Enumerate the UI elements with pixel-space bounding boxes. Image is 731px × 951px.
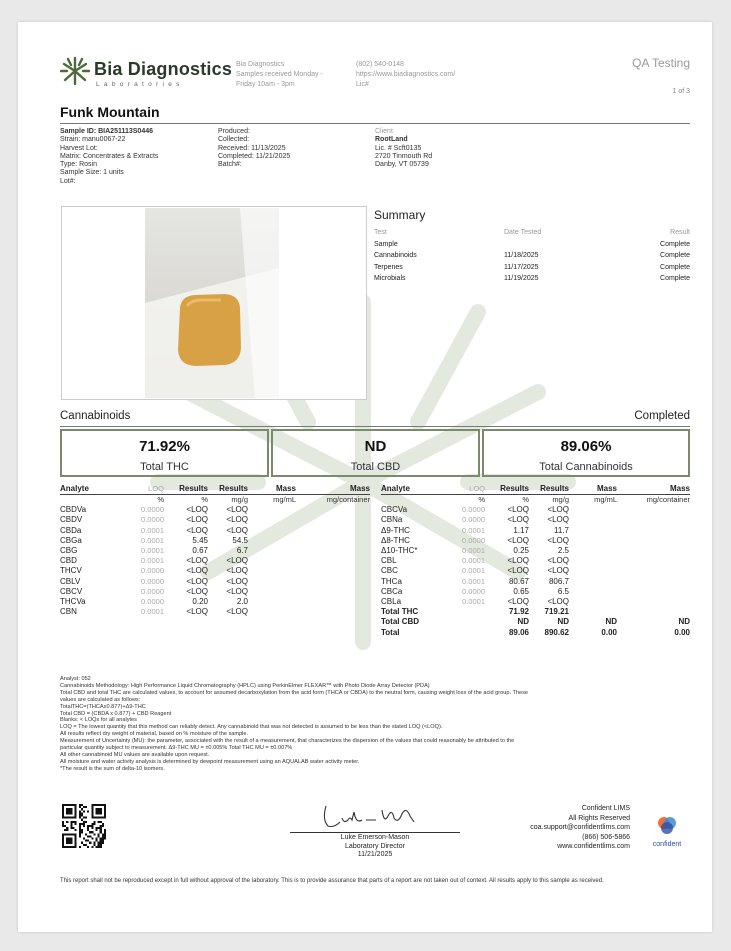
col-header-results-pct: Results — [485, 484, 529, 495]
table-cell: 11.7 — [554, 525, 569, 535]
total-cbd-value: ND — [364, 438, 387, 455]
col-header-results-pct: Results — [164, 484, 208, 495]
signature-date: 11/21/2025 — [357, 851, 393, 858]
table-cell: CBLa — [381, 596, 402, 606]
col-header-loq: LOQ — [122, 484, 164, 495]
table-cell: 0.0000 — [141, 515, 164, 525]
table-cell: <LOQ — [547, 515, 569, 525]
unit-cell: mg/g — [231, 495, 248, 505]
table-cell: 0.0000 — [462, 586, 485, 596]
col-header-results-mg: Results — [208, 484, 248, 495]
table-cell: <LOQ — [547, 535, 569, 545]
table-row — [381, 536, 690, 546]
table-cell: 0.20 — [192, 596, 208, 606]
sample-line: Sample Size: 1 units — [60, 169, 124, 177]
lab-line: Friday 10am - 3pm — [236, 81, 295, 88]
unit-cell: mg/mL — [273, 495, 296, 505]
total-cell: 890.62 — [544, 627, 569, 637]
table-row — [60, 526, 370, 536]
table-cell: <LOQ — [226, 525, 248, 535]
lab-phone: (802) 540-0148 — [356, 61, 404, 68]
unit-cell: mg/container — [326, 495, 370, 505]
date-line: Completed: 11/21/2025 — [218, 152, 291, 160]
signatory-name: Luke Emerson-Mason — [340, 834, 410, 841]
col-header-results-mg: Results — [529, 484, 569, 495]
summary-header: Test — [374, 229, 387, 237]
col-header-mass-ml: Mass — [248, 484, 296, 495]
summary-cell: 11/18/2025 — [504, 252, 539, 260]
summary-cell: Complete — [660, 240, 690, 248]
table-cell: 1.17 — [513, 525, 529, 535]
total-cannabinoids-value: 89.06% — [560, 438, 612, 455]
table-cell: 0.0000 — [141, 576, 164, 586]
cannabinoid-table-right — [381, 484, 690, 638]
table-cell: 0.0001 — [141, 546, 164, 556]
table-cell: <LOQ — [186, 576, 208, 586]
summary-row — [374, 273, 690, 285]
summary-table — [374, 227, 690, 285]
table-cell: 0.0001 — [141, 525, 164, 535]
table-row — [381, 587, 690, 597]
total-cell: ND — [557, 617, 569, 627]
table-cell: 0.0000 — [141, 596, 164, 606]
total-cell: Total THC — [381, 607, 419, 617]
summary-row — [374, 250, 690, 262]
total-cannabinoids-label: Total Cannabinoids — [539, 461, 633, 473]
confident-logo-text: confident — [652, 841, 682, 848]
total-cell: 719.21 — [544, 607, 569, 617]
summary-cell: Microbials — [374, 275, 406, 283]
confident-logo — [646, 814, 688, 848]
table-cell: CBL — [381, 556, 397, 566]
total-row — [381, 627, 690, 637]
total-cell — [443, 627, 485, 637]
table-cell: <LOQ — [226, 505, 248, 515]
lab-license: Lic# — [356, 81, 369, 88]
total-cell: 89.06 — [508, 627, 529, 637]
note-line: *The result is the sum of delta-10 isomers. — [60, 765, 165, 772]
table-cell: <LOQ — [507, 505, 529, 515]
table-cell: CBD — [60, 556, 77, 566]
table-cell: 0.0000 — [462, 505, 485, 515]
table-cell: CBC — [381, 566, 398, 576]
unit-cell — [381, 495, 443, 506]
summary-row — [374, 262, 690, 274]
note-line: particular quantity subject to measurement. Δ9-THC MU = ±0.005% Total THC MU = ±0.007% — [60, 745, 293, 752]
table-cell: <LOQ — [547, 505, 569, 515]
client-line: Lic. # Scft0135 — [375, 144, 422, 152]
table-cell: <LOQ — [186, 556, 208, 566]
table-cell: CBDVa — [60, 505, 87, 515]
note-line: Measurement of Uncertainty (MU): the parameter, associated with the result of a measurement, that characterizes the dispersion of the values that could reasonably be attributed to the — [60, 738, 515, 745]
table-cell: <LOQ — [507, 535, 529, 545]
table-cell: 806.7 — [548, 576, 569, 586]
table-cell: 0.0000 — [141, 505, 164, 515]
summary-cell: Complete — [660, 252, 690, 260]
cannabinoid-table-left — [60, 484, 370, 617]
summary-header: Result — [670, 229, 690, 237]
table-cell: CBCV — [60, 586, 83, 596]
table-cell: <LOQ — [507, 556, 529, 566]
table-header-row — [60, 484, 370, 495]
note-line: All other cannabinoid MU values are available upon request. — [60, 751, 210, 758]
table-cell: 0.0001 — [462, 596, 485, 606]
sample-info — [60, 128, 158, 186]
summary-cell: 11/19/2025 — [504, 275, 539, 283]
table-row — [60, 505, 370, 515]
total-cell: ND — [517, 617, 529, 627]
table-cell: 0.0001 — [462, 556, 485, 566]
table-cell: 0.0001 — [141, 607, 164, 617]
table-cell: Δ10-THC* — [381, 546, 418, 556]
col-header-mass-container: Mass — [617, 484, 690, 495]
table-header-row — [381, 484, 690, 495]
total-cbd-label: Total CBD — [350, 461, 401, 473]
table-cell: <LOQ — [226, 586, 248, 596]
table-cell: CBG — [60, 546, 78, 556]
confident-logo-icon — [656, 814, 678, 836]
page-number: 1 of 3 — [672, 88, 690, 95]
col-header-mass-container: Mass — [296, 484, 370, 495]
table-cell: 5.45 — [192, 535, 208, 545]
unit-cell: % — [522, 495, 529, 505]
table-cell: 0.0001 — [462, 546, 485, 556]
summary-header-row — [374, 227, 690, 239]
signature-line — [290, 832, 460, 833]
table-cell: <LOQ — [226, 515, 248, 525]
total-cell — [443, 607, 485, 617]
table-row — [381, 597, 690, 607]
methodology-notes — [60, 676, 690, 773]
lab-contact-col1 — [236, 60, 323, 90]
table-cell: <LOQ — [547, 566, 569, 576]
note-line: values are calculated as follows: — [60, 696, 141, 703]
lims-line: Confident LIMS — [581, 805, 630, 812]
table-cell: <LOQ — [507, 515, 529, 525]
table-cell: CBLV — [60, 576, 81, 586]
table-cell: Δ8-THC — [381, 535, 410, 545]
sample-line: Matrix: Concentrates & Extracts — [60, 152, 159, 160]
table-row — [60, 556, 370, 566]
lims-email-link[interactable]: coa.support@confidentlims.com — [530, 824, 630, 831]
table-row — [381, 566, 690, 576]
table-cell: CBCVa — [381, 505, 408, 515]
summary-header: Date Tested — [504, 229, 542, 237]
sample-line: Lot#: — [60, 177, 76, 185]
signatory-title: Laboratory Director — [345, 842, 405, 850]
sample-dates — [218, 128, 290, 169]
qr-code-icon[interactable] — [62, 804, 106, 848]
unit-cell: mg/g — [552, 495, 569, 505]
table-cell: <LOQ — [186, 607, 208, 617]
total-row — [381, 617, 690, 627]
unit-cell: % — [157, 495, 164, 505]
summary-cell: Complete — [660, 275, 690, 283]
total-thc-value: 71.92% — [139, 438, 190, 455]
lab-line: Bia Diagnostics — [236, 61, 285, 68]
table-cell: <LOQ — [507, 566, 529, 576]
table-row — [60, 515, 370, 525]
note-line: Analyst: 052 — [60, 676, 91, 682]
title-divider — [60, 123, 690, 124]
client-line: Danby, VT 05739 — [375, 161, 429, 169]
total-cell: 0.00 — [601, 627, 617, 637]
date-line: Collected: — [218, 136, 250, 144]
table-cell: <LOQ — [547, 596, 569, 606]
summary-row — [374, 239, 690, 251]
table-cell: CBCa — [381, 586, 403, 596]
table-row — [381, 577, 690, 587]
table-row — [381, 526, 690, 536]
table-cell: 6.7 — [236, 546, 248, 556]
table-cell: CBN — [60, 607, 77, 617]
table-cell: <LOQ — [186, 525, 208, 535]
note-line: Total CBD and total THC are calculated values, to account for assumed decarboxylation from the acid form (THCA or CBDA) to the neutral form, causing weight loss of the acid group. These — [60, 689, 529, 696]
table-row — [381, 515, 690, 525]
note-line: All results reflect dry weight of material, based on % moisture of the sample. — [60, 731, 249, 738]
summary-title: Summary — [374, 208, 426, 222]
total-thc-label: Total THC — [140, 461, 189, 473]
table-cell: CBDV — [60, 515, 83, 525]
note-line: TotalTHC=(THCAx0.877)+Δ9-THC — [60, 703, 146, 710]
summary-cell: Terpenes — [374, 263, 403, 271]
summary-cell: 11/17/2025 — [504, 263, 539, 271]
table-cell: 0.0001 — [462, 576, 485, 586]
total-cbd-box — [271, 429, 480, 477]
total-cannabinoids-box — [482, 429, 690, 477]
table-row — [381, 505, 690, 515]
col-header-loq: LOQ — [443, 484, 485, 495]
table-cell: 54.5 — [232, 535, 248, 545]
cannabinoids-status: Completed — [634, 410, 690, 422]
qa-testing-label: QA Testing — [632, 56, 690, 70]
table-cell: 0.67 — [192, 546, 208, 556]
table-cell: CBDa — [60, 525, 82, 535]
note-line: Cannabinoids Methodology: High Performance Liquid Chromatography (HPLC) using PerkinElmer FLEXAR™ with Photo Diode Array Detector (PDA) — [60, 682, 430, 689]
summary-cell: Cannabinoids — [374, 252, 417, 260]
table-cell: THCVa — [60, 596, 86, 606]
table-cell: 6.5 — [557, 586, 569, 596]
cannabinoids-title: Cannabinoids — [60, 410, 131, 422]
date-line: Batch#: — [218, 161, 242, 169]
table-cell: <LOQ — [226, 566, 248, 576]
lab-website-link[interactable]: https://www.biadiagnostics.com/ — [356, 71, 456, 78]
col-header-analyte: Analyte — [60, 484, 122, 495]
table-cell: 0.0001 — [141, 535, 164, 545]
table-cell: 0.0000 — [462, 515, 485, 525]
units-row — [60, 495, 370, 506]
table-cell: 0.0001 — [462, 525, 485, 535]
table-cell: CBNa — [381, 515, 403, 525]
table-cell: <LOQ — [186, 515, 208, 525]
total-thc-box — [60, 429, 269, 477]
table-cell: <LOQ — [226, 556, 248, 566]
unit-cell: % — [478, 495, 485, 505]
table-cell: 0.65 — [513, 586, 529, 596]
lab-contact-col2 — [356, 60, 455, 90]
total-cell — [617, 607, 690, 617]
product-name: Funk Mountain — [60, 104, 160, 120]
lab-name: Bia Diagnostics — [94, 59, 233, 79]
col-header-analyte: Analyte — [381, 484, 443, 495]
signature-icon — [318, 802, 438, 832]
footer-disclaimer: This report shall not be reproduced except in full without approval of the laboratory. This is to provide assurance that parts of a report are not taken out of context. All results apply to this sample as received. — [60, 878, 604, 884]
summary-cell: Sample — [374, 240, 398, 248]
summary-cell: Complete — [660, 263, 690, 271]
table-row — [60, 577, 370, 587]
sample-line: Harvest Lot: — [60, 144, 98, 152]
table-cell: 0.0000 — [141, 586, 164, 596]
table-cell: 0.0000 — [462, 535, 485, 545]
table-cell: 0.0001 — [462, 566, 485, 576]
bia-logo-icon — [60, 56, 90, 86]
total-cell: Total — [381, 627, 400, 637]
table-cell: 2.5 — [557, 546, 569, 556]
sample-line: Strain: manu0067-22 — [60, 136, 126, 144]
table-cell: <LOQ — [186, 505, 208, 515]
total-cell — [443, 617, 485, 627]
total-cell: 71.92 — [508, 607, 529, 617]
table-cell: 0.0001 — [141, 556, 164, 566]
table-row — [60, 587, 370, 597]
note-line: All moisture and water activity analysis is determined by dewpoint measurement using an AQUALAB water activity meter. — [60, 758, 360, 765]
table-cell: <LOQ — [186, 586, 208, 596]
unit-cell: % — [201, 495, 208, 505]
client-info — [375, 128, 432, 169]
signatory-block — [290, 834, 460, 860]
date-line: Produced: — [218, 128, 250, 135]
sample-photo — [145, 208, 279, 398]
total-row — [381, 607, 690, 617]
table-cell: <LOQ — [547, 556, 569, 566]
table-row — [60, 607, 370, 617]
table-cell: Δ9-THC — [381, 525, 410, 535]
table-row — [381, 556, 690, 566]
sample-id: Sample ID: BIA251113S0446 — [60, 128, 154, 135]
table-cell: CBGa — [60, 535, 82, 545]
lims-website-link[interactable]: www.confidentlims.com — [557, 843, 630, 850]
client-name: RootLand — [375, 136, 408, 144]
table-cell: <LOQ — [226, 576, 248, 586]
total-cell: Total CBD — [381, 617, 420, 627]
unit-cell — [60, 495, 122, 506]
table-cell: <LOQ — [186, 566, 208, 576]
lab-logo — [60, 54, 233, 94]
date-line: Received: 11/13/2025 — [218, 144, 286, 152]
table-cell: THCa — [381, 576, 402, 586]
client-label: Client — [375, 128, 393, 135]
units-row — [381, 495, 690, 506]
lab-subtitle: Laboratories — [96, 81, 184, 88]
total-cell: ND — [605, 617, 617, 627]
summary-cell — [504, 239, 604, 251]
sample-line: Type: Rosin — [60, 161, 97, 169]
col-header-mass-ml: Mass — [569, 484, 617, 495]
note-line: LOQ = The lowest quantity that this method can reliably detect. Any cannabinoid that was not detected is assumed to be less than the stated LOQ (<LOQ). — [60, 724, 443, 731]
cannabinoids-divider — [60, 426, 690, 427]
table-cell: <LOQ — [507, 596, 529, 606]
sample-photo-frame — [61, 206, 367, 400]
table-cell: <LOQ — [226, 607, 248, 617]
client-line: 2720 Tinmouth Rd — [375, 152, 433, 160]
table-row — [60, 536, 370, 546]
table-cell: 0.0000 — [141, 566, 164, 576]
note-line: Blanks: < LOQs for all analytes — [60, 717, 137, 724]
table-row — [381, 546, 690, 556]
unit-cell: mg/mL — [594, 495, 617, 505]
table-row — [60, 566, 370, 576]
table-cell: THCV — [60, 566, 82, 576]
lims-phone: (866) 506-5866 — [582, 833, 630, 841]
table-row — [60, 546, 370, 556]
total-cell: 0.00 — [674, 627, 690, 637]
table-row — [60, 597, 370, 607]
total-cell — [569, 607, 617, 617]
lims-line: All Rights Reserved — [568, 814, 630, 822]
lims-info — [530, 804, 630, 852]
note-line: Total CBD = (CBDA x 0.877) + CBD Reagent — [60, 710, 172, 717]
table-cell: 80.67 — [508, 576, 529, 586]
total-cell: ND — [678, 617, 690, 627]
lab-line: Samples received Monday - — [236, 71, 323, 78]
coa-page — [18, 22, 712, 932]
table-cell: 2.0 — [236, 596, 248, 606]
table-cell: 0.25 — [513, 546, 529, 556]
unit-cell: mg/container — [646, 495, 690, 505]
